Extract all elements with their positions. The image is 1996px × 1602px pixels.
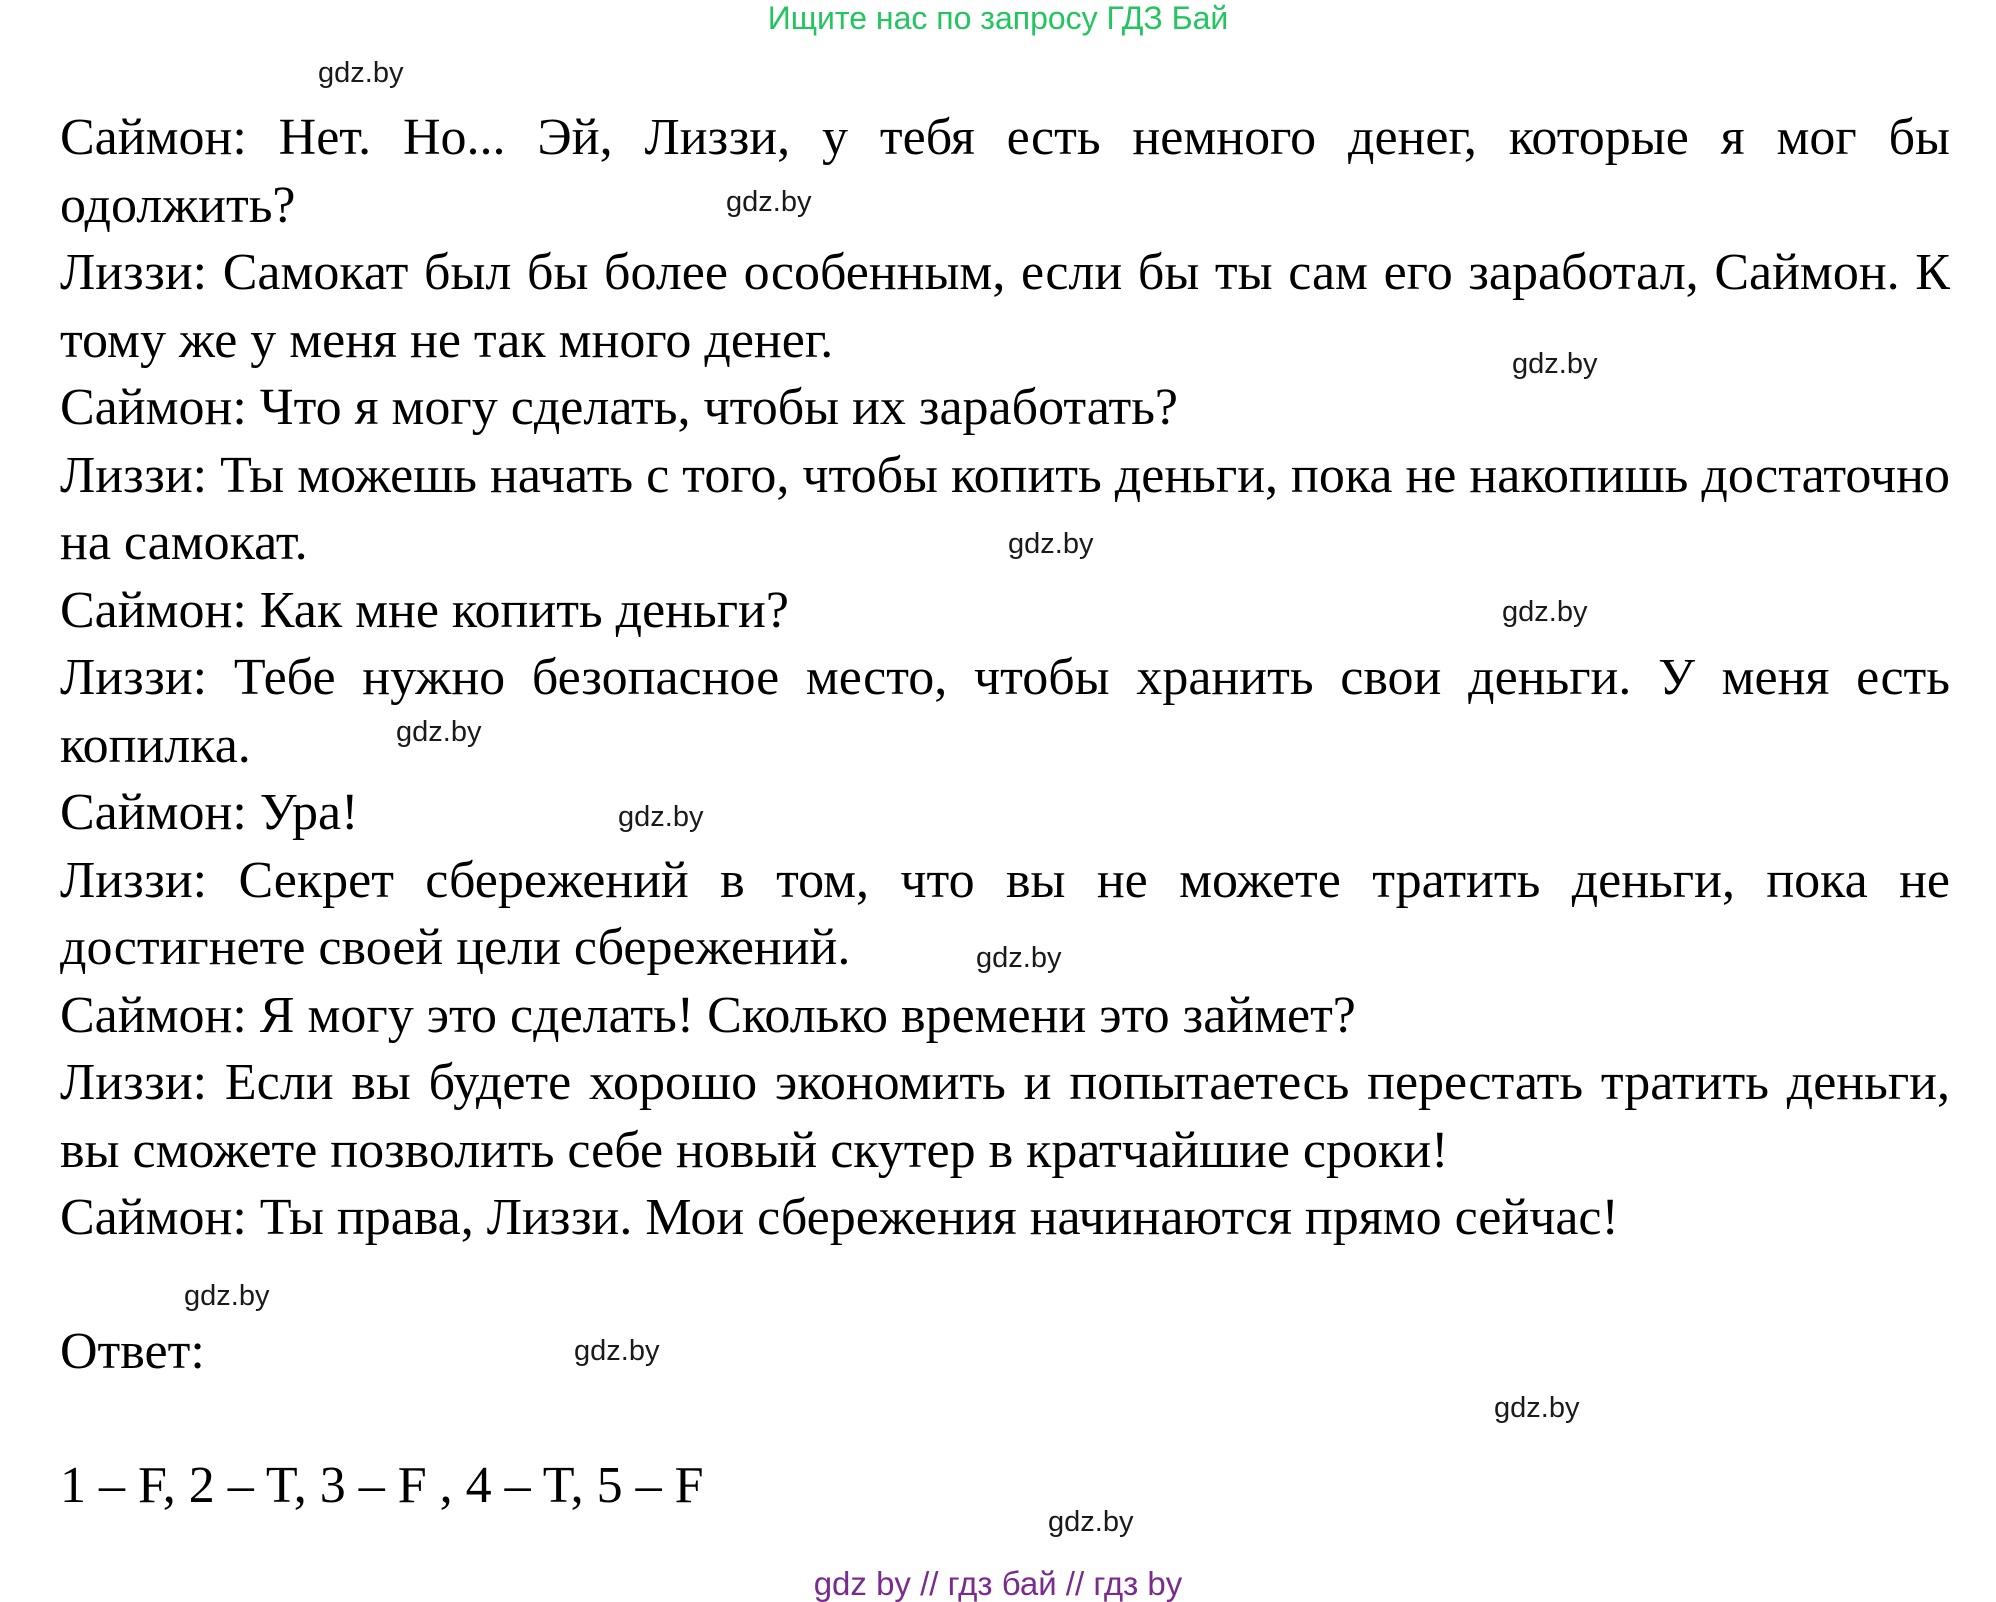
dialogue-line: Саймон: Что я могу сделать, чтобы их заработать?: [60, 379, 1178, 436]
dialogue-line: Саймон: Как мне копить деньги?: [60, 581, 789, 639]
watermark: gdz.by: [1048, 1506, 1134, 1538]
watermark: gdz.by: [1512, 348, 1598, 380]
dialogue-line: Саймон: Нет. Но... Эй, Лиззи, у тебя есть немного денег, которые я мог бы одолжить?: [60, 109, 1950, 234]
watermark: gdz.by: [976, 942, 1062, 974]
top-banner: Ищите нас по запросу ГДЗ Бай: [767, 0, 1229, 36]
dialogue-line: Лиззи: Самокат был бы более особенным, если бы ты сам его заработал, Саймон. К тому же у меня не так много денег.: [60, 244, 1950, 369]
dialogue-line: Саймон: Ты права, Лиззи. Мои сбережения начинаются прямо сейчас!: [60, 1189, 1619, 1246]
watermark: gdz.by: [618, 801, 704, 833]
dialogue-line: Саймон: Я могу это сделать! Сколько времени это займет?: [60, 986, 1356, 1044]
answer-text: 1 – F, 2 – T, 3 – F , 4 – T, 5 – F: [60, 1457, 704, 1514]
watermark: gdz.by: [1008, 528, 1094, 560]
dialogue: [60, 104, 1950, 1252]
watermark: gdz.by: [318, 57, 404, 89]
dialogue-line: Лиззи: Тебе нужно безопасное место, чтобы хранить свои деньги. У меня есть копилка.: [60, 649, 1950, 774]
watermark: gdz.by: [726, 186, 812, 218]
watermark: gdz.by: [1494, 1392, 1580, 1424]
dialogue-line: Лиззи: Если вы будете хорошо экономить и попытаетесь перестать тратить деньги, вы сможете позволить себе новый скутер в кратчайшие сроки!: [60, 1054, 1950, 1179]
dialogue-line: Лиззи: Ты можешь начать с того, чтобы копить деньги, пока не накопишь достаточно на самокат.: [60, 446, 1950, 571]
footer-links: gdz by // гдз бай // гдз by: [813, 1565, 1183, 1602]
answer-label: Ответ:: [60, 1323, 205, 1380]
dialogue-line: Саймон: Ура!: [60, 784, 359, 841]
watermark: gdz.by: [184, 1280, 270, 1312]
watermark: gdz.by: [396, 716, 482, 748]
watermark: gdz.by: [574, 1335, 660, 1367]
watermark: gdz.by: [1502, 596, 1588, 628]
dialogue-line: Лиззи: Секрет сбережений в том, что вы не можете тратить деньги, пока не достигнете своей цели сбережений.: [60, 851, 1950, 976]
